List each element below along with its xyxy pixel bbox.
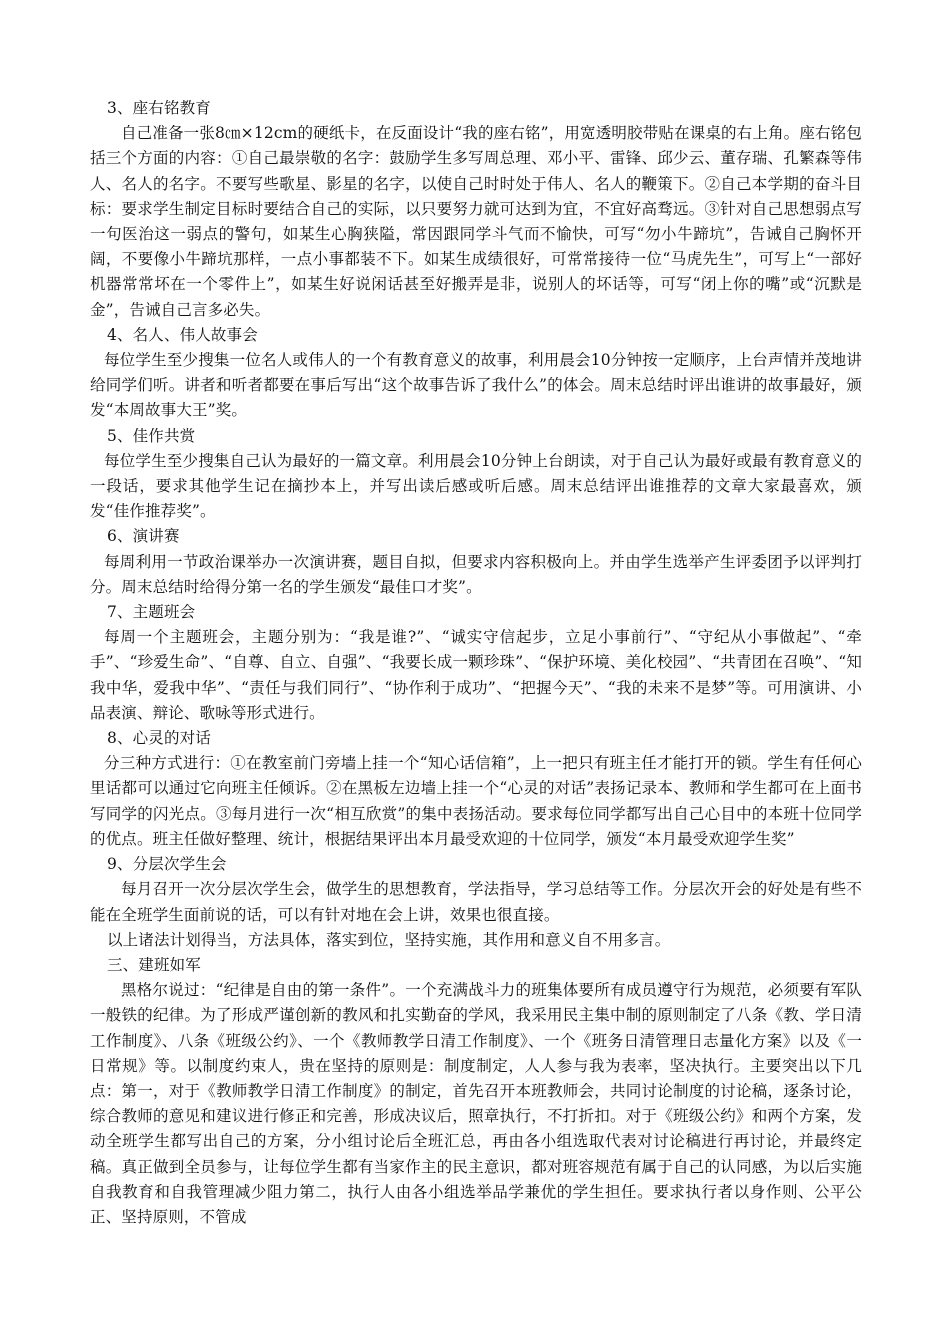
paragraph-layered-meeting: 每月召开一次分层次学生会，做学生的思想教育，学法指导，学习总结等工作。分层次开会的好处是有些不能在全班学生面前说的话，可以有针对地在会上讲，效果也很直接。 (90, 880, 862, 924)
paragraph-motto: 自己准备一张8㎝×12cm的硬纸卡，在反面设计“我的座右铭”，用宽透明胶带贴在课桌的右上角。座右铭包括三个方面的内容：①自己最崇敬的名字：鼓励学生多写周总理、邓小平、雷锋、邱少云、董存瑞、孔繁森等伟人、名人的名字。不要写些歌星、影星的名字，以使自己时时处于伟人、名人的鞭策下。②自己本学期的奋斗目标：要求学生制定目标时要结合自己的实际，以只要努力就可达到为宜，不宜好高骛远。③针对自己思想弱点写一句医治这一弱点的警句，如某生心胸狭隘，常因跟同学斗气而不愉快，可写“勿小牛蹄坑”，告诫自己胸怀开阔，不要像小牛蹄坑那样，一点小事都装不下。如某生成绩很好，可常常接待一位“马虎先生”，可写上“一部好机器常常坏在一个零件上”，如某生好说闲话甚至好搬弄是非，说别人的坏话等，可写“闭上你的嘴”或“沉默是金”，告诫自己言多必失。 (90, 124, 862, 319)
paragraph-speech-contest: 每周利用一节政治课举办一次演讲赛，题目自拟，但要求内容积极向上。并由学生选举产生评委团予以评判打分。周末总结时给得分第一名的学生颁发“最佳口才奖”。 (90, 552, 862, 596)
section-heading-motto: 3、座右铭教育 (107, 99, 211, 117)
section-heading-heart-dialogue: 8、心灵的对话 (107, 729, 211, 748)
section-heading-theme-meeting: 7、主题班会 (107, 603, 196, 622)
paragraph-summary: 以上诸法计划得当，方法具体，落实到位，坚持实施，其作用和意义自不用多言。 (107, 930, 671, 949)
section-heading-speech-contest: 6、演讲赛 (107, 527, 180, 546)
paragraph-heart-dialogue: 分三种方式进行：①在教室前门旁墙上挂一个“知心话信箱”，上一把只有班主任才能打开的锁。学生有任何心里话都可以通过它向班主任倾诉。②在黑板左边墙上挂一个“心灵的对话”表扬记录本、教师和学生都可在上面书写同学的闪光点。③每月进行一次“相互欣赏”的集中表扬活动。要求每位同学都写出自己心目中的本班十位同学的优点。班主任做好整理、统计，根据结果评出本月最受欢迎的十位同学，颁发“本月最受欢迎学生奖” (90, 754, 862, 848)
section-heading-story-meeting: 4、名人、伟人故事会 (107, 325, 258, 344)
paragraph-story-meeting: 每位学生至少搜集一位名人或伟人的一个有教育意义的故事，利用晨会10分钟按一定顺序，上台声情并茂地讲给同学们听。讲者和听者都要在事后写出“这个故事告诉了我什么”的体会。周末总结时评出谁讲的故事最好，颁发“本周故事大王”奖。 (90, 351, 862, 420)
paragraph-military-class: 黑格尔说过：“纪律是自由的第一条件”。一个充满战斗力的班集体要所有成员遵守行为规范，必须要有军队一般铁的纪律。为了形成严谨创新的教风和扎实勤奋的学风，我采用民主集中制的原则制定了八条《教、学日清工作制度》、八条《班级公约》、一个《教师教学日清工作制度》、一个《班务日清管理日志量化方案》以及《一日常规》等。以制度约束人，贵在坚持的原则是：制度制定，人人参与我为表率，坚决执行。主要突出以下几点：第一，对于《教师教学日清工作制度》的制定，首先召开本班教师会，共同讨论制度的讨论稿，逐条讨论，综合教师的意见和建议进行修正和完善，形成决议后，照章执行，不打折扣。对于《班级公约》和两个方案，发动全班学生都写出自己的方案，分小组讨论后全班汇总，再由各小组选取代表对讨论稿进行再讨论，并最终定稿。真正做到全员参与，让每位学生都有当家作主的民主意识，都对班容规范有属于自己的认同感，为以后实施自我教育和自我管理减少阻力第二，执行人由各小组选举品学兼优的学生担任。要求执行者以身作则、公平公正、坚持原则，不管成 (90, 981, 862, 1226)
section-heading-layered-meeting: 9、分层次学生会 (107, 855, 227, 874)
section-heading-military-class: 三、建班如军 (107, 955, 201, 974)
paragraph-theme-meeting: 每周一个主题班会，主题分别为：“我是谁?”、“诚实守信起步，立足小事前行”、“守纪从小事做起”、“牵手”、“珍爱生命”、“自尊、自立、自强”、“我要长成一颗珍珠”、“保护环境、美化校园”、“共青团在召唤”、“知我中华，爱我中华”、“责任与我们同行”、“协作利于成功”、“把握今天”、“我的未来不是梦”等。可用演讲、小品表演、辩论、歌咏等形式进行。 (90, 628, 862, 722)
section-heading-appreciation: 5、佳作共赏 (107, 426, 196, 445)
document-body (90, 96, 862, 1230)
paragraph-appreciation: 每位学生至少搜集自己认为最好的一篇文章。利用晨会10分钟上台朗读，对于自己认为最好或最有教育意义的一段话，要求其他学生记在摘抄本上，并写出读后感或听后感。周末总结评出谁推荐的文章大家最喜欢，颁发“佳作推荐奖”。 (90, 451, 862, 521)
